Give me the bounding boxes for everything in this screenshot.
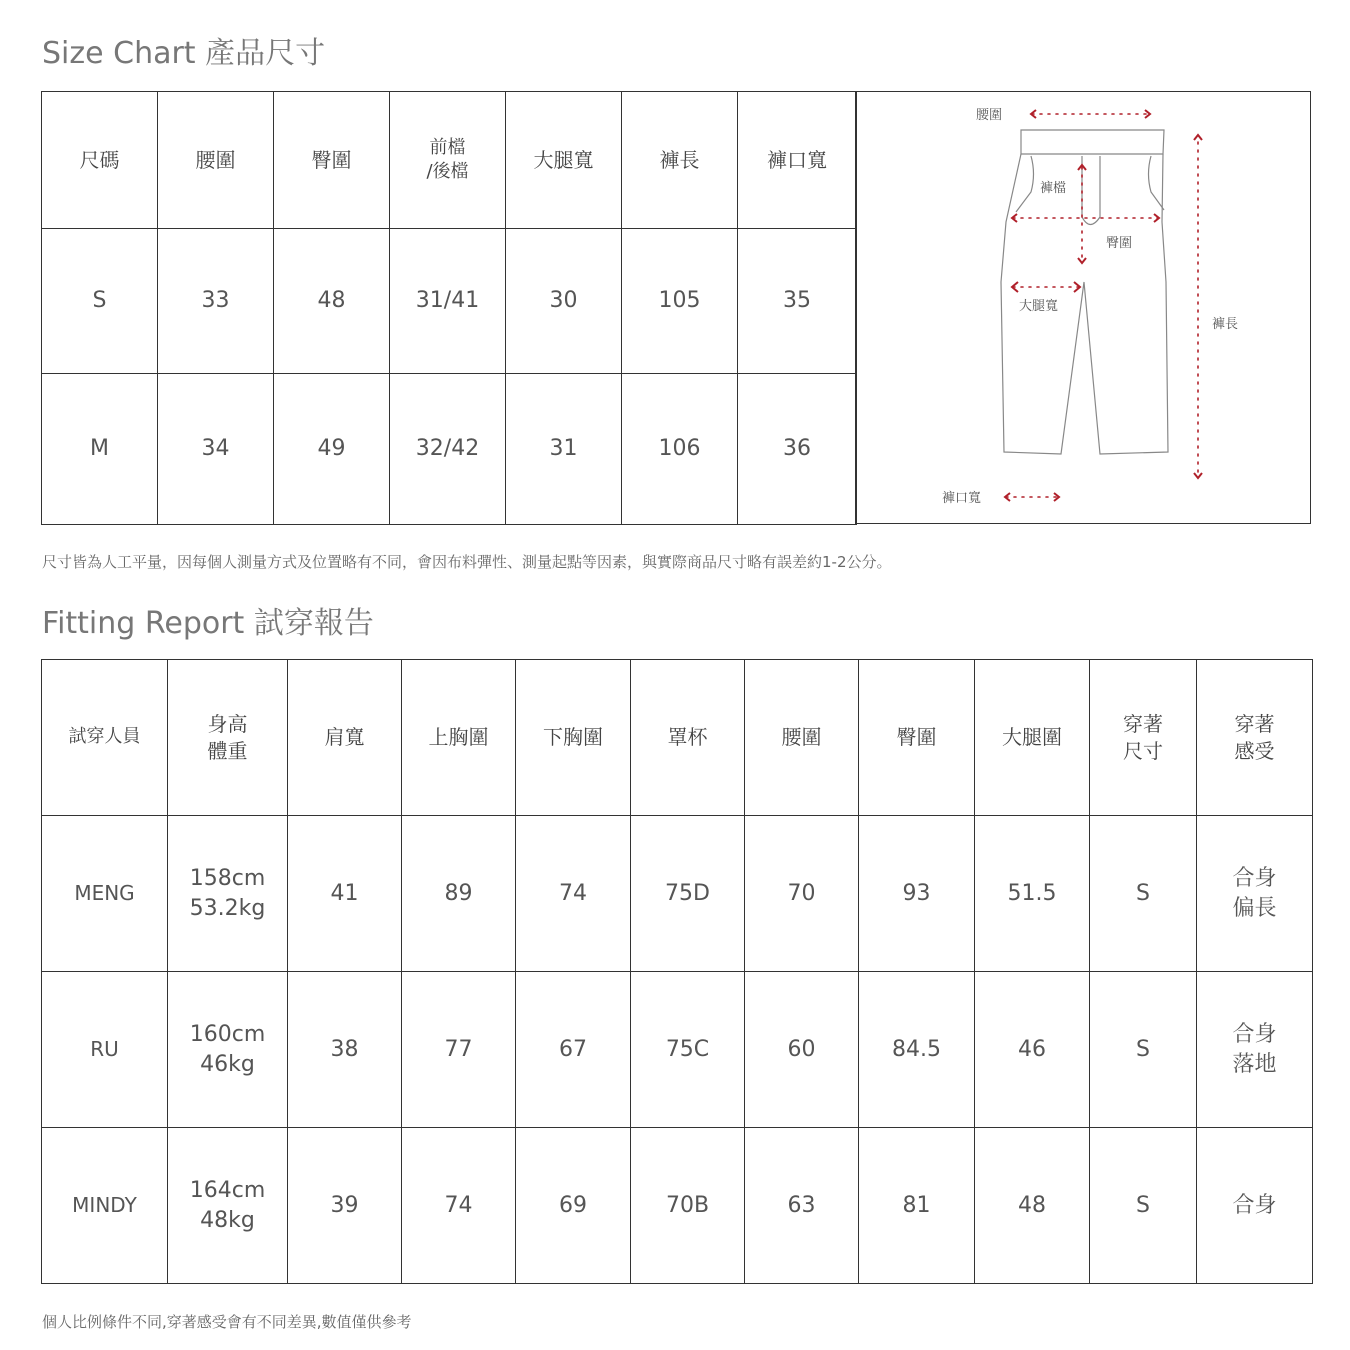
header-feel: 穿著 感受 bbox=[1197, 660, 1313, 816]
cell-height-weight: 160cm 46kg bbox=[168, 972, 288, 1128]
header-under-chest: 下胸圍 bbox=[516, 660, 631, 816]
fitting-report-note: 個人比例條件不同,穿著感受會有不同差異,數值僅供參考 bbox=[42, 1313, 412, 1331]
cell-under-chest: 67 bbox=[516, 972, 631, 1128]
cell-upper-chest: 89 bbox=[402, 816, 516, 972]
header-hip: 臀圍 bbox=[274, 92, 390, 229]
cell-hem: 35 bbox=[738, 229, 857, 374]
header-thigh: 大腿圍 bbox=[975, 660, 1090, 816]
cell-feel: 合身 bbox=[1197, 1128, 1313, 1284]
cell-hip: 49 bbox=[274, 374, 390, 525]
header-tester: 試穿人員 bbox=[42, 660, 168, 816]
header-shoulder: 肩寬 bbox=[288, 660, 402, 816]
cell-hem: 36 bbox=[738, 374, 857, 525]
cell-tester: MINDY bbox=[42, 1128, 168, 1284]
cell-waist: 33 bbox=[158, 229, 274, 374]
cell-cup: 75C bbox=[631, 972, 745, 1128]
header-thigh: 大腿寬 bbox=[506, 92, 622, 229]
header-size: 尺碼 bbox=[42, 92, 158, 229]
cell-tester: RU bbox=[42, 972, 168, 1128]
cell-shoulder: 39 bbox=[288, 1128, 402, 1284]
cell-worn-size: S bbox=[1090, 1128, 1197, 1284]
cell-size: M bbox=[42, 374, 158, 525]
cell-rise: 32/42 bbox=[390, 374, 506, 525]
header-rise: 前檔 /後檔 bbox=[390, 92, 506, 229]
cell-upper-chest: 74 bbox=[402, 1128, 516, 1284]
cell-waist: 60 bbox=[745, 972, 859, 1128]
cell-under-chest: 74 bbox=[516, 816, 631, 972]
cell-thigh: 51.5 bbox=[975, 816, 1090, 972]
fitting-report-table bbox=[41, 659, 1313, 1284]
cell-feel: 合身 落地 bbox=[1197, 972, 1313, 1128]
table-row bbox=[42, 816, 1313, 972]
cell-height-weight: 158cm 53.2kg bbox=[168, 816, 288, 972]
cell-thigh: 48 bbox=[975, 1128, 1090, 1284]
cell-shoulder: 41 bbox=[288, 816, 402, 972]
pants-diagram bbox=[855, 91, 1311, 524]
cell-worn-size: S bbox=[1090, 972, 1197, 1128]
cell-size: S bbox=[42, 229, 158, 374]
label-hip: 臀圍 bbox=[1106, 236, 1133, 251]
cell-waist: 70 bbox=[745, 816, 859, 972]
size-chart-table bbox=[41, 91, 857, 525]
table-row bbox=[42, 229, 857, 374]
cell-height-weight: 164cm 48kg bbox=[168, 1128, 288, 1284]
cell-hip: 84.5 bbox=[859, 972, 975, 1128]
label-waist: 腰圍 bbox=[976, 108, 1003, 123]
table-row bbox=[42, 1128, 1313, 1284]
header-height-weight: 身高 體重 bbox=[168, 660, 288, 816]
header-worn-size: 穿著 尺寸 bbox=[1090, 660, 1197, 816]
cell-upper-chest: 77 bbox=[402, 972, 516, 1128]
cell-waist: 34 bbox=[158, 374, 274, 525]
table-row bbox=[42, 374, 857, 525]
table-row bbox=[42, 972, 1313, 1128]
label-length: 褲長 bbox=[1212, 317, 1239, 332]
cell-hip: 48 bbox=[274, 229, 390, 374]
cell-thigh: 31 bbox=[506, 374, 622, 525]
fitting-header-row bbox=[42, 660, 1313, 816]
cell-hip: 81 bbox=[859, 1128, 975, 1284]
size-chart-title: Size Chart 產品尺寸 bbox=[42, 36, 326, 71]
fitting-report-title: Fitting Report 試穿報告 bbox=[42, 606, 374, 641]
header-cup: 罩杯 bbox=[631, 660, 745, 816]
pants-outline bbox=[1001, 130, 1168, 454]
label-thigh: 大腿寬 bbox=[1019, 299, 1059, 314]
size-chart-note: 尺寸皆為人工平量，因每個人測量方式及位置略有不同，會因布料彈性、測量起點等因素，與實際商品尺寸略有誤差約1-2公分。 bbox=[42, 553, 892, 571]
header-hip: 臀圍 bbox=[859, 660, 975, 816]
cell-cup: 70B bbox=[631, 1128, 745, 1284]
header-upper-chest: 上胸圍 bbox=[402, 660, 516, 816]
cell-thigh: 46 bbox=[975, 972, 1090, 1128]
header-hem: 褲口寬 bbox=[738, 92, 857, 229]
header-waist: 腰圍 bbox=[745, 660, 859, 816]
cell-length: 105 bbox=[622, 229, 738, 374]
cell-rise: 31/41 bbox=[390, 229, 506, 374]
header-length: 褲長 bbox=[622, 92, 738, 229]
cell-feel: 合身 偏長 bbox=[1197, 816, 1313, 972]
cell-hip: 93 bbox=[859, 816, 975, 972]
label-rise: 褲檔 bbox=[1040, 181, 1067, 196]
header-waist: 腰圍 bbox=[158, 92, 274, 229]
cell-tester: MENG bbox=[42, 816, 168, 972]
cell-cup: 75D bbox=[631, 816, 745, 972]
cell-under-chest: 69 bbox=[516, 1128, 631, 1284]
cell-thigh: 30 bbox=[506, 229, 622, 374]
cell-worn-size: S bbox=[1090, 816, 1197, 972]
size-chart-header-row bbox=[42, 92, 857, 229]
label-hem: 褲口寬 bbox=[942, 491, 982, 506]
cell-shoulder: 38 bbox=[288, 972, 402, 1128]
cell-waist: 63 bbox=[745, 1128, 859, 1284]
cell-length: 106 bbox=[622, 374, 738, 525]
